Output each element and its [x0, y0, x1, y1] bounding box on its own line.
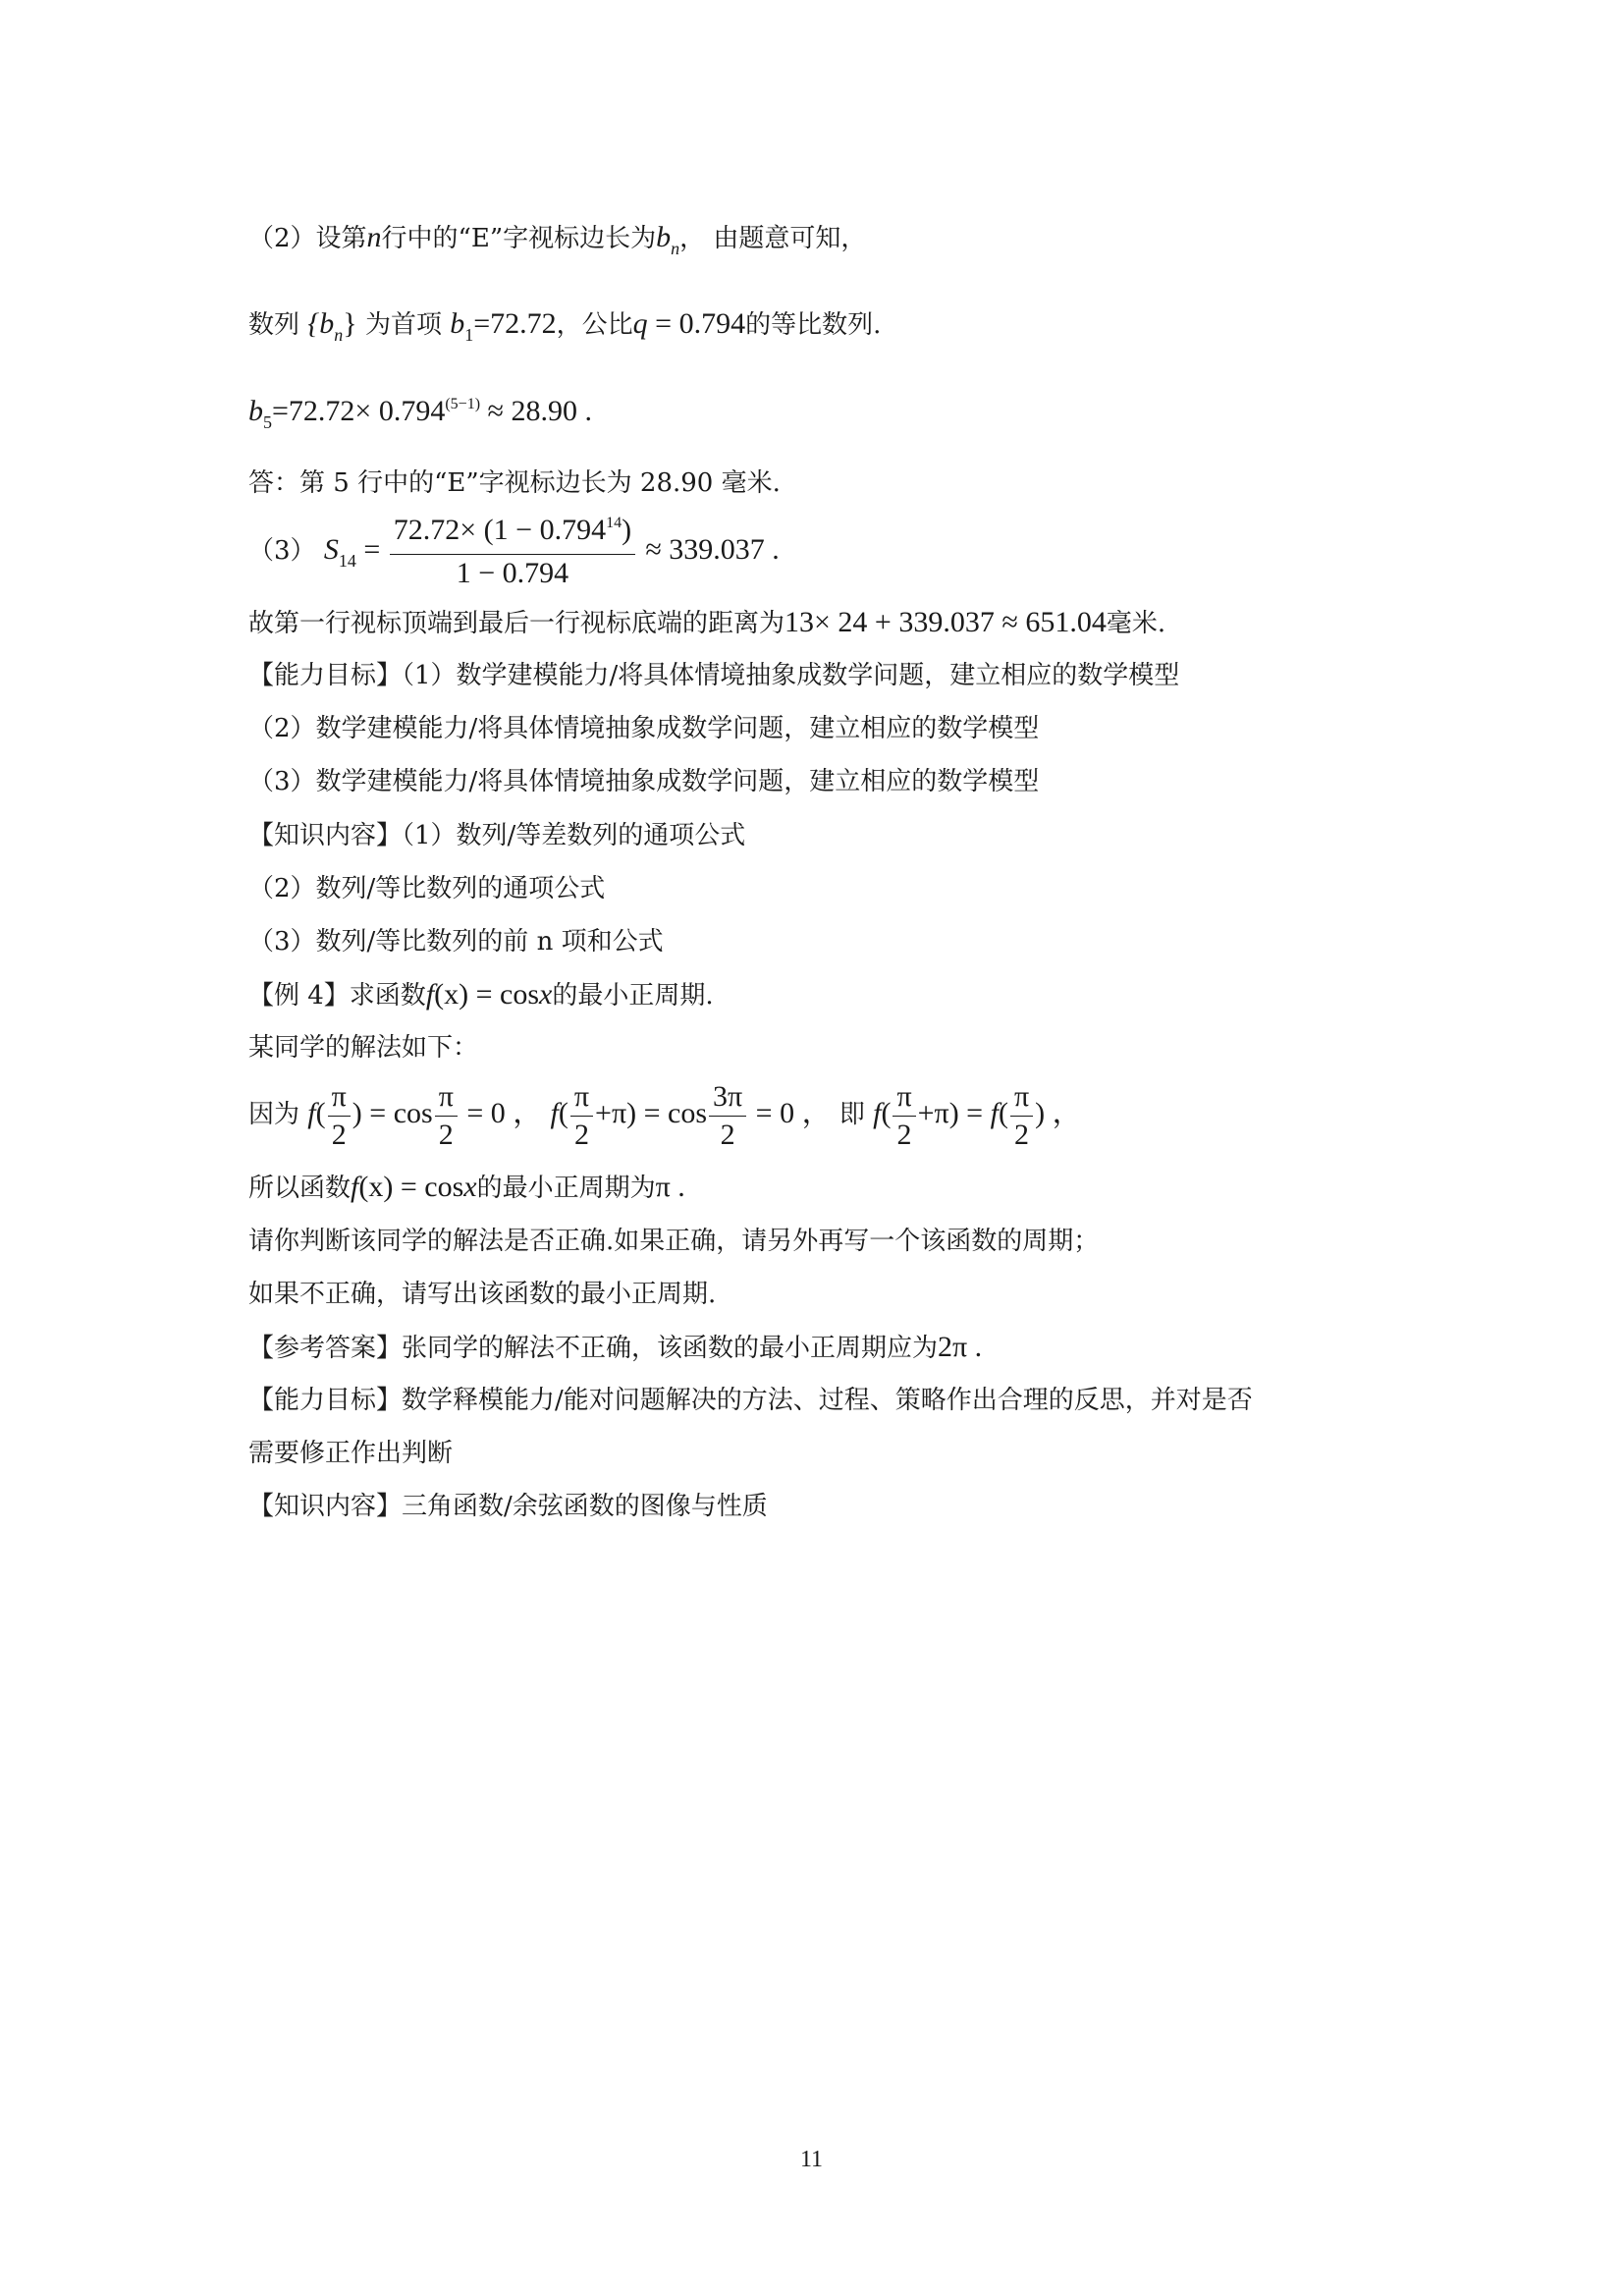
subscript: 14 — [338, 551, 356, 571]
var-f: f — [425, 978, 435, 1011]
fraction — [709, 1080, 746, 1152]
text: 的最小正周期. — [552, 981, 714, 1011]
answer-text: 答：第 5 行中的“E”字视标边长为 28.90 毫米. — [248, 468, 781, 498]
part2-line3 — [248, 396, 592, 432]
expression: =72.72× 0.794 — [272, 395, 446, 427]
numerator: π — [328, 1080, 351, 1117]
part2-line1 — [248, 222, 866, 256]
fraction — [435, 1080, 458, 1152]
expression: ) = cos — [352, 1097, 433, 1129]
example4-knowledge — [248, 1491, 768, 1522]
expression: (x) = cos — [358, 1171, 464, 1203]
sequence: {b — [307, 307, 335, 340]
text: 因为 — [248, 1100, 300, 1129]
text: 行中的“E”字视标边长为 — [381, 224, 657, 253]
part3-formula — [248, 511, 780, 592]
text: 所以函数 — [248, 1174, 352, 1203]
denominator: 1 − 0.794 — [456, 557, 569, 589]
text: 如果不正确，请写出该函数的最小正周期. — [248, 1280, 717, 1309]
text: 【参考答案】张同学的解法不正确，该函数的最小正周期应为 — [248, 1334, 939, 1363]
result: ≈ 28.90 . — [480, 395, 592, 427]
text: 的等比数列. — [745, 310, 882, 340]
part2-line2 — [248, 308, 881, 343]
text: （2）数学建模能力/将具体情境抽象成数学问题，建立相应的数学模型 — [248, 714, 1040, 743]
text: 【例 4】求函数 — [248, 981, 426, 1011]
expression: 2π . — [938, 1331, 983, 1363]
exponent: 14 — [606, 515, 622, 531]
paren: ( — [558, 1097, 568, 1129]
expression: = 0 ， — [748, 1097, 832, 1129]
denominator: 2 — [896, 1118, 912, 1151]
ability-line-3 — [248, 766, 1039, 797]
var-x: x — [539, 978, 553, 1011]
fraction — [328, 1080, 351, 1152]
fraction — [1010, 1080, 1033, 1152]
text: 即 — [839, 1100, 865, 1129]
denominator: 2 — [331, 1118, 347, 1151]
text: 为首项 — [364, 310, 442, 340]
brace: } — [343, 307, 357, 340]
paren: ( — [998, 1097, 1008, 1129]
expression: 13× 24 + 339.037 ≈ 651.04 — [784, 606, 1107, 638]
text: 请你判断该同学的解法是否正确.如果正确，请另外再写一个该函数的周期； — [248, 1227, 1100, 1256]
numerator — [390, 514, 635, 555]
denominator: 2 — [573, 1118, 589, 1151]
equals: = — [355, 533, 388, 566]
example4-question1 — [248, 1226, 1099, 1257]
var-f: f — [550, 1097, 559, 1129]
part2-answer — [248, 467, 781, 499]
text: 毫米. — [1106, 609, 1166, 638]
paren: ( — [315, 1097, 326, 1129]
text: 某同学的解法如下： — [248, 1033, 479, 1063]
example4-question2 — [248, 1279, 716, 1310]
expression: = 0 ， — [459, 1097, 543, 1129]
var-b: b — [656, 221, 672, 253]
text: 故第一行视标顶端到最后一行视标底端的距离为 — [248, 609, 785, 638]
example4-intro — [248, 1032, 478, 1064]
subscript: n — [671, 239, 680, 258]
text: （3） — [248, 536, 316, 566]
fraction — [893, 1080, 915, 1152]
knowledge-line-1 — [248, 820, 745, 851]
example4-reference-answer — [248, 1332, 982, 1364]
value: = 0.794 — [647, 307, 746, 340]
numerator-text: 72.72× (1 − 0.794 — [393, 514, 607, 546]
ability-line-2 — [248, 713, 1039, 744]
expression: +π) = cos — [595, 1097, 707, 1129]
value: =72.72 — [473, 307, 557, 340]
var-f: f — [307, 1097, 316, 1129]
text: ， 由题意可知， — [679, 224, 867, 253]
var-n: n — [366, 221, 382, 253]
paren: ) — [622, 514, 632, 546]
text: 的最小正周期为 — [476, 1174, 656, 1203]
expression: +π) = — [917, 1097, 991, 1129]
fraction — [570, 1080, 593, 1152]
text: 【能力目标】（1）数学建模能力/将具体情境抽象成数学问题，建立相应的数学模型 — [248, 661, 1180, 690]
text: （2）设第 — [248, 224, 367, 253]
var-S: S — [323, 533, 339, 566]
subscript: n — [334, 325, 344, 345]
text: ，公比 — [556, 310, 633, 340]
numerator: π — [1010, 1080, 1033, 1117]
numerator: π — [435, 1080, 458, 1117]
ability-line-1 — [248, 660, 1179, 691]
text: （2）数列/等比数列的通项公式 — [248, 874, 606, 903]
text: 需要修正作出判断 — [248, 1439, 454, 1468]
var-f: f — [351, 1171, 359, 1203]
var-x: x — [463, 1171, 477, 1203]
result: ≈ 339.037 . — [645, 533, 780, 566]
var-f: f — [873, 1097, 882, 1129]
numerator: π — [893, 1080, 915, 1117]
denominator: 2 — [1014, 1118, 1030, 1151]
var-b: b — [450, 307, 465, 340]
page-number: 11 — [799, 2147, 824, 2172]
exponent: (5−1) — [445, 396, 481, 412]
example4-because — [248, 1074, 1082, 1154]
text: 数列 — [248, 310, 300, 340]
part3-distance — [248, 607, 1165, 639]
example4-ability-2 — [248, 1438, 453, 1469]
denominator: 2 — [438, 1118, 454, 1151]
var-b: b — [248, 395, 263, 427]
numerator: π — [570, 1080, 593, 1117]
example4-title — [248, 979, 714, 1011]
expression: (x) = cos — [434, 978, 540, 1011]
knowledge-line-2 — [248, 873, 605, 904]
knowledge-line-3 — [248, 926, 664, 957]
subscript: 1 — [464, 325, 474, 345]
fraction — [390, 514, 635, 590]
text: 【知识内容】（1）数列/等差数列的通项公式 — [248, 821, 746, 850]
var-q: q — [632, 307, 648, 340]
text: （3）数学建模能力/将具体情境抽象成数学问题，建立相应的数学模型 — [248, 767, 1040, 796]
denominator: 2 — [720, 1118, 735, 1151]
expression: π . — [655, 1171, 685, 1203]
numerator: 3π — [709, 1080, 746, 1117]
expression: ) ， — [1035, 1097, 1082, 1129]
text: 【知识内容】三角函数/余弦函数的图像与性质 — [248, 1492, 768, 1521]
paren: ( — [881, 1097, 892, 1129]
subscript: 5 — [263, 412, 272, 432]
text: 【能力目标】数学释模能力/能对问题解决的方法、过程、策略作出合理的反思，并对是否 — [248, 1386, 1253, 1415]
text: （3）数列/等比数列的前 n 项和公式 — [248, 927, 664, 957]
example4-so — [248, 1172, 685, 1204]
var-f: f — [990, 1097, 999, 1129]
example4-ability-1 — [248, 1385, 1253, 1416]
